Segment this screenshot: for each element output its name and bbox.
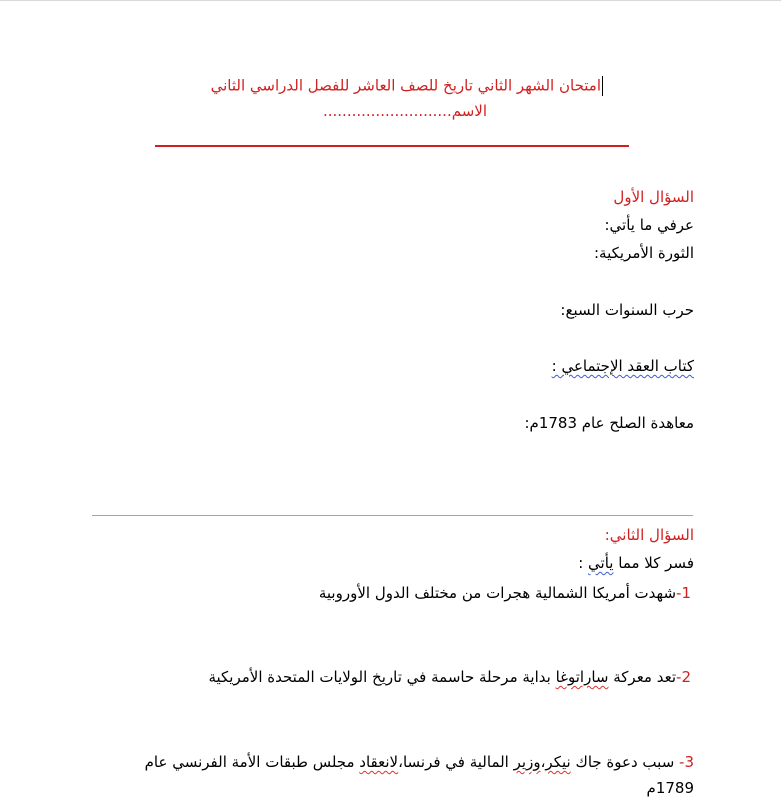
q2-instruction-word: يأتي — [588, 554, 614, 572]
q2-item-3-err-2: وزير — [513, 753, 541, 771]
q1-item-1: الثورة الأمريكية: — [594, 244, 694, 262]
q1-item-2: حرب السنوات السبع: — [560, 301, 694, 319]
q2-item-2-misspelled: ساراتوغا — [555, 668, 609, 686]
q2-item-3 — [145, 752, 694, 772]
q2-instruction — [578, 553, 694, 573]
q2-heading: السؤال الثاني: — [604, 526, 694, 544]
student-name-line: الاسم........................... — [322, 102, 487, 120]
exam-title: امتحان الشهر الثاني تاريخ للصف العاشر للفصل الدراسي الثاني — [210, 76, 601, 95]
q2-item-2 — [208, 667, 691, 687]
header-divider — [155, 145, 629, 147]
q1-heading: السؤال الأول — [613, 188, 694, 206]
q1-instruction: عرفي ما يأتي: — [604, 216, 694, 234]
q2-item-3-err-3: لانعقاد — [359, 753, 399, 771]
text-cursor — [602, 76, 603, 96]
q1-item-3 — [552, 356, 694, 376]
q2-item-3-err-1: نيكر — [545, 753, 571, 771]
q2-item-3-number: 3- — [679, 753, 694, 771]
q2-item-1-text: شهدت أمريكا الشمالية هجرات من مختلف الدول الأوروبية — [318, 584, 677, 602]
q1-item-3-text: كتاب العقد الإجتماعي : — [551, 357, 694, 375]
q2-item-3-continued: 1789م — [646, 779, 694, 797]
q2-instruction-pre: فسر كلا مما — [613, 554, 694, 572]
q2-item-3-mid-1: ، — [540, 753, 546, 771]
q2-item-1-number: 1- — [676, 584, 691, 602]
q2-item-2-text-post: بداية مرحلة حاسمة في تاريخ الولايات المتحدة الأمريكية — [208, 668, 556, 686]
section-divider — [92, 515, 693, 516]
q2-item-3-text-pre: سبب دعوة جاك — [570, 753, 680, 771]
q2-item-2-number: 2- — [676, 668, 691, 686]
q2-item-3-text-post: مجلس طبقات الأمة الفرنسي عام — [144, 753, 360, 771]
q2-instruction-post: : — [578, 554, 589, 572]
q2-item-3-mid-2: المالية في فرنسا، — [398, 753, 514, 771]
q2-item-1 — [319, 583, 691, 603]
q1-item-4: معاهدة الصلح عام 1783م: — [524, 414, 694, 432]
q2-item-2-text-pre: تعد معركة — [608, 668, 677, 686]
